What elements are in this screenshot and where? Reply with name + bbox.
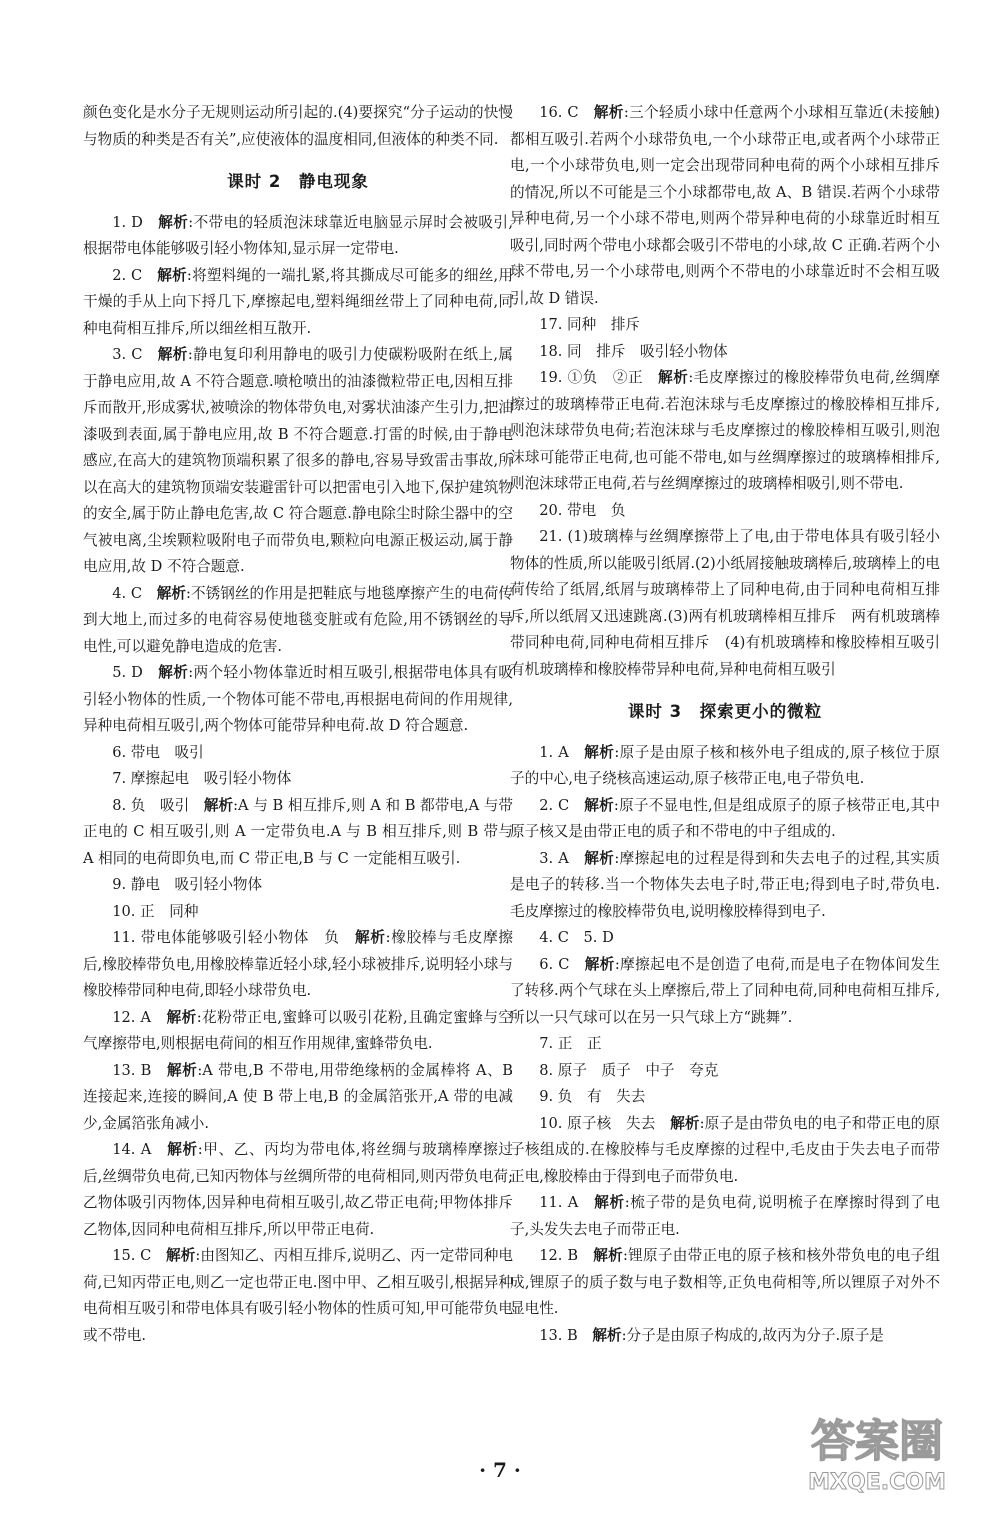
- answer-item: [83, 581, 513, 661]
- answer-value: 带电 吸引: [130, 743, 204, 761]
- answer-item: [83, 793, 513, 873]
- analysis-label: 解析: [593, 1247, 623, 1264]
- answer-number: 6.: [539, 955, 554, 973]
- answer-number: 1.: [539, 743, 554, 761]
- answer-item: [83, 263, 513, 343]
- analysis-label: 解析: [584, 955, 615, 973]
- analysis-label: 解析: [670, 1114, 700, 1132]
- answer-number: 13.: [112, 1061, 136, 1079]
- watermark-text: 答案圈: [811, 1416, 943, 1467]
- analysis-text: :摩擦起电的过程是得到和失去电子的过程,其实质是电子的转移.当一个物体失去电子时,带正电;得到电子时,带负电.毛皮摩擦过的橡胶棒带负电,说明橡胶棒得到电子.: [510, 849, 940, 920]
- analysis-text: :不锈钢丝的作用是把鞋底与地毯摩擦产生的电荷传到大地上,而过多的电荷容易使地毯变脏或有危险,用不锈钢丝的导电性,可以避免静电造成的危害.: [83, 584, 513, 655]
- answer-value: A: [140, 1008, 152, 1026]
- answer-value: D: [131, 664, 143, 681]
- analysis-text: :摩擦起电不是创造了电荷,而是电子在物体间发生了转移.两个气球在头上摩擦后,带上了同种电荷,同种电荷相互排斥,所以一只气球可以在另一只气球上方“跳舞”.: [510, 955, 940, 1026]
- answer-value: ①负 ②正: [567, 369, 644, 386]
- answer-item: [510, 524, 955, 683]
- answer-item: [510, 1243, 940, 1323]
- answer-number: 12.: [112, 1008, 136, 1026]
- answer-value: B: [140, 1061, 152, 1079]
- answer-number: 15.: [112, 1247, 136, 1264]
- analysis-label: 解析: [166, 1008, 197, 1026]
- answer-number: 7.: [539, 1035, 554, 1052]
- answer-number: 8.: [539, 1061, 554, 1079]
- analysis-label: 解析: [594, 1194, 625, 1211]
- answer-item: [83, 1058, 513, 1138]
- left-column: [83, 100, 513, 1349]
- answer-number: 3.: [112, 346, 127, 363]
- answer-value: 同种 排斥: [567, 316, 641, 333]
- answer-list-left: [83, 210, 513, 1350]
- analysis-label: 解析: [166, 1247, 196, 1264]
- answer-item: [510, 952, 940, 1032]
- answer-number: 11.: [539, 1194, 563, 1211]
- analysis-label: 解析: [157, 266, 187, 284]
- answer-number: 19.: [539, 369, 563, 386]
- answer-value: A: [140, 1141, 152, 1158]
- answer-item: [83, 342, 513, 581]
- answer-number: 7.: [112, 770, 127, 787]
- answer-item: [83, 740, 513, 767]
- analysis-text: :将塑料绳的一端扎紧,将其撕成尽可能多的细丝,用干燥的手从上向下捋几下,摩擦起电,塑料绳细丝带上了同种电荷,同种电荷相互排斥,所以细丝相互散开.: [83, 266, 513, 337]
- section-title-3: 课时 3 探索更小的微粒: [627, 702, 823, 721]
- answer-item: [510, 1031, 940, 1058]
- analysis-label: 解析: [158, 213, 189, 231]
- answer-number: 8.: [112, 796, 127, 814]
- answer-value: 正 同种: [140, 902, 199, 920]
- answer-number: 4.: [539, 929, 554, 946]
- answer-item: [510, 1190, 940, 1243]
- answer-item: [510, 100, 940, 312]
- answer-value: 负 有 失去: [557, 1088, 646, 1105]
- answer-value: D: [131, 213, 143, 231]
- answer-value: C: [131, 266, 143, 284]
- answer-item: [83, 872, 513, 899]
- analysis-label: 解析: [203, 796, 234, 814]
- analysis-text: (1)玻璃棒与丝绸摩擦带上了电,由于带电体具有吸引轻小物体的性质,所以能吸引纸屑.(2)小纸屑接触玻璃棒后,玻璃棒上的电荷传给了纸屑,纸屑与玻璃棒带上了同种电荷,由于同种电荷相互排斥,所以纸屑又迅速跳离.(3)两有机玻璃棒相互排斥 两有机玻璃棒带同种电荷,同种电荷相互排斥 (4)有机玻璃棒和橡胶棒相互吸引 有机玻璃棒和橡胶棒带异种电荷,异种电荷相互吸引: [510, 528, 955, 678]
- answer-value: 带电 负: [567, 501, 626, 519]
- answer-value: C 5. D: [557, 929, 614, 946]
- answer-value: A: [567, 1194, 579, 1211]
- answer-number: 20.: [539, 501, 563, 519]
- answer-list-right-b: [510, 740, 940, 1350]
- analysis-text: :毛皮摩擦过的橡胶棒带负电荷,丝绸摩擦过的玻璃棒带正电荷.若泡沫球与毛皮摩擦过的橡胶棒相互排斥,则泡沫球带负电荷;若泡沫球与毛皮摩擦过的橡胶棒相互吸引,则泡沫球可能带正电荷,也可能不带电,如与丝绸摩擦过的玻璃棒相排斥,则泡沫球带正电荷,若与丝绸摩擦过的玻璃棒相吸引,则不带电.: [510, 369, 940, 492]
- answer-item: [510, 1084, 940, 1111]
- answer-item: [510, 312, 940, 339]
- answer-value: B: [567, 1247, 579, 1264]
- answer-item: [83, 925, 513, 1005]
- answer-item: [83, 1137, 513, 1243]
- answer-number: 14.: [112, 1141, 136, 1158]
- answer-value: B: [567, 1326, 578, 1344]
- page-number: · 7 ·: [479, 1458, 521, 1482]
- analysis-label: 解析: [592, 1326, 622, 1344]
- answer-number: 12.: [539, 1247, 563, 1264]
- answer-value: A: [558, 849, 569, 867]
- answer-number: 1.: [112, 213, 127, 231]
- answer-item: [510, 498, 940, 525]
- answer-item: [510, 925, 940, 952]
- answer-number: 18.: [539, 342, 563, 360]
- answer-number: 2.: [539, 796, 554, 814]
- answer-item: [510, 846, 940, 926]
- analysis-text: :三个轻质小球中任意两个小球相互靠近(未接触)都相互吸引.若两个小球带负电,一个小球带正电,或者两个小球带正电,一个小球带负电,则一定会出现带同种电荷的两个小球相互排斥的情况,所以不可能是三个小球都带电,故 A、B 错误.若两个小球带异种电荷,另一个小球不带电,则两个带异种电荷的小球靠近时相互吸引,同时两个带电小球都会吸引不带电的小球,故 C 正确.若两个小球不带电,另一个小球带电,则两个不带电的小球靠近时不会相互吸引,故 D 错误.: [510, 104, 940, 307]
- analysis-text: :原子不显电性,但是组成原子的原子核带正电,其中原子核又是由带正电的质子和不带电的中子组成的.: [510, 796, 940, 840]
- analysis-text: :分子是由原子构成的,故丙为分子.原子是: [621, 1326, 884, 1344]
- section-title-2: 课时 2 静电现象: [227, 172, 369, 191]
- answer-item: [510, 740, 940, 793]
- answer-item: [83, 660, 513, 740]
- answer-item: [83, 210, 513, 263]
- analysis-label: 解析: [593, 104, 624, 121]
- analysis-text: :A 带电,B 不带电,用带绝缘柄的金属棒将 A、B 连接起来,连接的瞬间,A 使 B 带上电,B 的金属箔张开,A 带的电减少,金属箔张角减小.: [83, 1061, 514, 1132]
- analysis-label: 解析: [158, 664, 189, 681]
- analysis-text: :A 与 B 相互排斥,则 A 和 B 都带电,A 与带正电的 C 相互吸引,则 A 一定带负电.A 与 B 相互排斥,则 B 带与 A 相同的电荷即负电,而 C 带正电,B 与 C 一定能相互吸引.: [83, 796, 513, 867]
- answer-value: 摩擦起电 吸引轻小物体: [130, 770, 292, 787]
- answer-value: 静电 吸引轻小物体: [130, 876, 263, 893]
- answer-item: [83, 766, 513, 793]
- answer-item: [510, 1323, 940, 1350]
- answer-number: 11.: [112, 929, 136, 946]
- answer-number: 10.: [539, 1114, 563, 1132]
- answer-value: C: [130, 584, 142, 602]
- answer-number: 16.: [539, 104, 563, 121]
- answer-number: 21.: [539, 528, 563, 545]
- answer-value: 负 吸引: [130, 796, 190, 814]
- intro-paragraph: 颜色变化是水分子无规则运动所引起的.(4)要探究“分子运动的快慢与物质的种类是否有关”,应使液体的温度相同,但液体的种类不同.: [83, 104, 513, 148]
- analysis-text: :由图知乙、丙相互排斥,说明乙、丙一定带同种电荷,已知丙带正电,则乙一定也带正电.图中甲、乙相互吸引,根据异种电荷相互吸引和带电体具有吸引轻小物体的性质可知,甲可能带负电或不带电.: [83, 1247, 513, 1344]
- answer-number: 9.: [112, 876, 127, 893]
- analysis-text: :橡胶棒与毛皮摩擦后,橡胶棒带负电,用橡胶棒靠近轻小球,轻小球被排斥,说明轻小球与橡胶棒带同种电荷,即轻小球带负电.: [83, 929, 513, 999]
- answer-number: 9.: [539, 1088, 554, 1105]
- analysis-label: 解析: [355, 929, 386, 946]
- watermark-logo-icon: [782, 1401, 972, 1496]
- answer-value: C: [567, 104, 579, 121]
- analysis-text: :甲、乙、丙均为带电体,将丝绸与玻璃棒摩擦过后,丝绸带负电荷,已知丙物体与丝绸所带的电荷相同,则丙带负电荷;乙物体吸引丙物体,因异种电荷相互吸引,故乙带正电荷;甲物体排斥乙物体,因同种电荷相互排斥,所以甲带正电荷.: [83, 1141, 513, 1238]
- answer-value: A: [558, 743, 569, 761]
- answer-value: C: [131, 346, 143, 363]
- answer-value: 带电体能够吸引轻小物体 负: [140, 929, 340, 946]
- analysis-label: 解析: [584, 743, 615, 761]
- answer-number: 13.: [539, 1326, 563, 1344]
- answer-number: 2.: [112, 266, 127, 284]
- answer-value: C: [558, 955, 570, 973]
- answer-value: C: [140, 1247, 152, 1264]
- answer-item: [510, 1058, 940, 1085]
- answer-number: 17.: [539, 316, 563, 333]
- analysis-label: 解析: [658, 369, 689, 386]
- right-column: [510, 100, 955, 1349]
- answer-number: 3.: [539, 849, 554, 867]
- answer-item: [510, 365, 940, 498]
- answer-number: 6.: [112, 743, 127, 761]
- answer-value: 同 排斥 吸引轻小物体: [567, 342, 728, 360]
- answer-value: 原子 质子 中子 夸克: [557, 1061, 719, 1079]
- analysis-label: 解析: [156, 584, 186, 602]
- answer-list-right-a: [510, 100, 955, 683]
- answer-number: 5.: [112, 664, 127, 681]
- answer-number: 4.: [112, 584, 127, 602]
- answer-value: 原子核 失去: [567, 1114, 656, 1132]
- answer-item: [510, 1111, 940, 1191]
- analysis-label: 解析: [584, 796, 614, 814]
- analysis-label: 解析: [167, 1061, 198, 1079]
- answer-item: [510, 793, 940, 846]
- answer-value: 正 正: [557, 1035, 602, 1052]
- analysis-text: :锂原子由带正电的原子核和核外带负电的电子组成,锂原子的质子数与电子数相等,正负电荷相等,所以锂原子对外不显电性.: [510, 1247, 940, 1317]
- analysis-label: 解析: [167, 1141, 198, 1158]
- answer-number: 10.: [112, 902, 136, 920]
- answer-item: [83, 1243, 513, 1349]
- answer-item: [83, 1005, 513, 1058]
- analysis-text: :静电复印利用静电的吸引力使碳粉吸附在纸上,属于静电应用,故 A 不符合题意.喷枪喷出的油漆微粒带正电,因相互排斥而散开,形成雾状,被喷涂的物体带负电,对雾状油漆产生引力,把油漆吸到表面,属于静电应用,故 B 不符合题意.打雷的时候,由于静电感应,在高大的建筑物顶端积累了很多的静电,容易导致雷击事故,所以在高大的建筑物顶端安装避雷针可以把雷电引入地下,保护建筑物的安全,属于防止静电危害,故 C 符合题意.静电除尘时除尘器中的空气被电离,尘埃颗粒吸附电子而带负电,颗粒向电源正极运动,属于静电应用,故 D 不符合题意.: [83, 346, 513, 575]
- answer-item: [83, 899, 513, 926]
- watermark-url: MXQE.COM: [808, 1470, 946, 1495]
- answer-item: [510, 339, 940, 366]
- analysis-label: 解析: [157, 346, 188, 363]
- answer-value: C: [558, 796, 570, 814]
- analysis-label: 解析: [584, 849, 615, 867]
- analysis-text: :原子是由原子核和核外电子组成的,原子核位于原子的中心,电子绕核高速运动,原子核带正电,电子带负电.: [510, 743, 940, 787]
- analysis-text: :梳子带的是负电荷,说明梳子在摩擦时得到了电子,头发失去电子而带正电.: [510, 1194, 940, 1238]
- analysis-text: :原子是由带负电的电子和带正电的原子核组成的.在橡胶棒与毛皮摩擦的过程中,毛皮由于失去电子而带正电,橡胶棒由于得到电子而带负电.: [510, 1114, 940, 1185]
- analysis-text: :两个轻小物体靠近时相互吸引,根据带电体具有吸引轻小物体的性质,一个物体可能不带电,再根据电荷间的作用规律,异种电荷相互吸引,两个物体可能带异种电荷.故 D 符合题意.: [83, 664, 513, 734]
- analysis-text: :花粉带正电,蜜蜂可以吸引花粉,且确定蜜蜂与空气摩擦带电,则根据电荷间的相互作用规律,蜜蜂带负电.: [83, 1008, 513, 1052]
- analysis-text: :不带电的轻质泡沫球靠近电脑显示屏时会被吸引,根据带电体能够吸引轻小物体知,显示屏一定带电.: [83, 213, 513, 257]
